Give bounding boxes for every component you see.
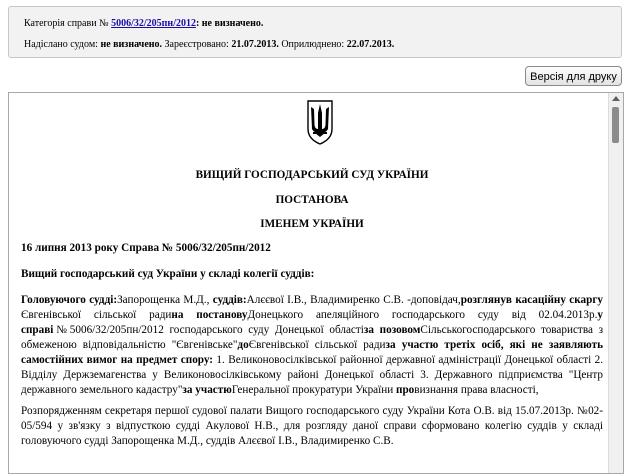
case-category-value: : не визначено. <box>195 18 264 29</box>
panel-composition: Вищий господарський суд України у складі колегії суддів: <box>21 268 315 280</box>
case-category-label: Категорія справи № <box>24 18 109 29</box>
in-the-name-heading: ІМЕНЕМ УКРАЇНИ <box>260 218 364 230</box>
published-value: 22.07.2013. <box>346 39 395 50</box>
case-number-link[interactable]: 5006/32/205пн/2012 <box>111 18 196 29</box>
paragraph-case-parties: Головуючого судді:Запорощенка М.Д., суддів:Алєєвої І.В., Владимиренко С.В. -доповідач,розглянув касаційну скаргу Євгенівської сільської радина постановуДонецького апеляційного господарського суду від 02.04.2013р.у справі№5006/32/205пн/2012 господарського суду Донецької областіза позовомСільськогосподарського товариства з обмеженою відповідальністю "Євгенівське"доЄвгенівської сільської радиза участю третіх осіб, які не заявляють самостійних вимог на предмет спору: 1. Великоновосілківської районної державної адміністрації Донецької області 2. Відділу Держземагенства у Великоновосілківському районі Донецької області 3. Державного підприємства "Центр державного земельного кадастру"за участюГенеральної прокуратури України провизнання права власності, <box>21 294 604 396</box>
scroll-up-arrow-icon[interactable] <box>612 96 620 101</box>
published-label: Оприлюднено: <box>281 39 345 50</box>
document-type: ПОСТАНОВА <box>275 194 349 206</box>
vertical-scrollbar[interactable] <box>608 93 623 473</box>
case-category-line <box>24 18 263 29</box>
print-version-button[interactable]: Версія для друку <box>525 66 622 86</box>
case-info-panel <box>8 6 622 58</box>
registered-label: Зареєстровано: <box>164 39 229 50</box>
sent-label: Надіслано судом: <box>24 39 98 50</box>
document-frame[interactable] <box>8 92 624 474</box>
date-case-line: 16 липня 2013 року Справа № 5006/32/205пн/2012 <box>21 242 271 254</box>
trident-emblem-icon <box>305 99 335 145</box>
court-title: ВИЩИЙ ГОСПОДАРСЬКИЙ СУД УКРАЇНИ <box>195 169 429 181</box>
case-dates-line <box>24 39 394 50</box>
registered-value: 21.07.2013. <box>231 39 279 50</box>
scroll-thumb[interactable] <box>612 107 619 143</box>
sent-value: не визначено. <box>100 39 163 50</box>
paragraph-panel-formation: Розпорядженням секретаря першої судової палати Вищого господарського суду України Кота О.В. від 15.07.2013р. №02-05/594 у зв'язку з відпусткою судді Акулової Н.В., для розгляду даної справи сформовано колегію суддів у складі головуючого судді Запорощенка М.Д., суддів Алєєвої І.В., Владимиренко С.В. <box>21 405 603 447</box>
